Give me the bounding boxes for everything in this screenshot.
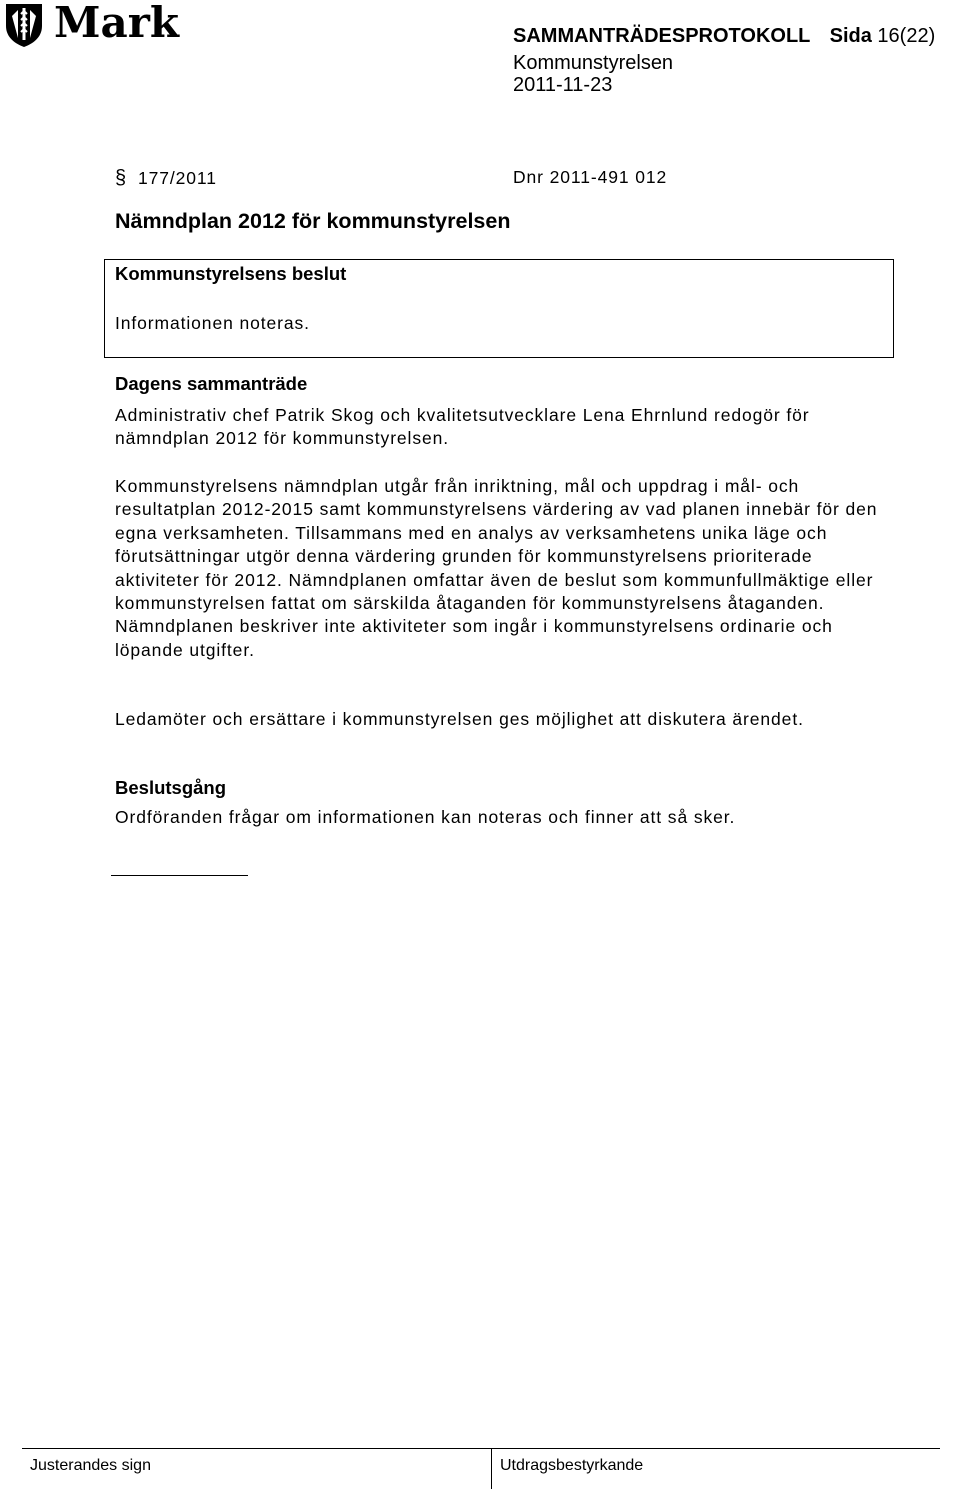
decision-process-text: Ordföranden frågar om informationen kan noteras och finner att så sker. (115, 807, 736, 827)
committee-name: Kommunstyrelsen (513, 52, 674, 74)
paragraph-symbol: § (115, 167, 128, 189)
footer-divider (491, 1448, 492, 1489)
decision-process-heading: Beslutsgång (115, 777, 227, 798)
meeting-paragraph: Kommunstyrelsens nämndplan utgår från inriktning, mål och uppdrag i mål- och resultatplan 2012-2015 samt kommunstyrelsens värdering av vad planen innebär för den egna verksamheten. Tillsammans med en analys av verksamhetens unika läge och förutsättningar utgör denna värdering grunden för kommunstyrelsens prioriterade aktiviteter för 2012. Nämndplanen omfattar även de beslut som kommunfullmäktige eller kommunstyrelsen fattat om särskilda åtaganden för kommunstyrelsens åtaganden. Nämndplanen beskriver inte aktiviteter som ingår i kommunstyrelsens ordinarie och löpande utgifter. (115, 476, 878, 660)
document-type: SAMMANTRÄDESPROTOKOLL (513, 25, 811, 47)
coat-of-arms-icon (4, 2, 44, 48)
logo-wordmark: Mark (54, 0, 179, 47)
decision-text: Informationen noteras. (115, 313, 310, 333)
document-title-line (513, 24, 935, 48)
meeting-paragraph: Administrativ chef Patrik Skog och kvalitetsutvecklare Lena Ehrnlund redogör för nämndplan 2012 för kommunstyrelsen. (115, 405, 810, 449)
signature-label: Justerandes sign (30, 1457, 151, 1474)
meeting-date: 2011-11-23 (513, 74, 613, 96)
meeting-paragraph: Ledamöter och ersättare i kommunstyrelsen ges möjlighet att diskutera ärendet. (115, 709, 804, 729)
meeting-heading: Dagens sammanträde (115, 373, 308, 394)
page-number: 16(22) (877, 25, 936, 47)
paragraph-number: 177/2011 (138, 168, 217, 188)
certification-label: Utdragsbestyrkande (500, 1457, 644, 1474)
municipality-logo (4, 2, 204, 48)
diary-number: Dnr 2011-491 012 (513, 167, 668, 187)
end-separator (111, 875, 248, 876)
item-title: Nämndplan 2012 för kommunstyrelsen (115, 209, 511, 233)
page-label: Sida (829, 25, 872, 47)
footer-rule (22, 1448, 940, 1449)
decision-heading: Kommunstyrelsens beslut (115, 263, 347, 284)
